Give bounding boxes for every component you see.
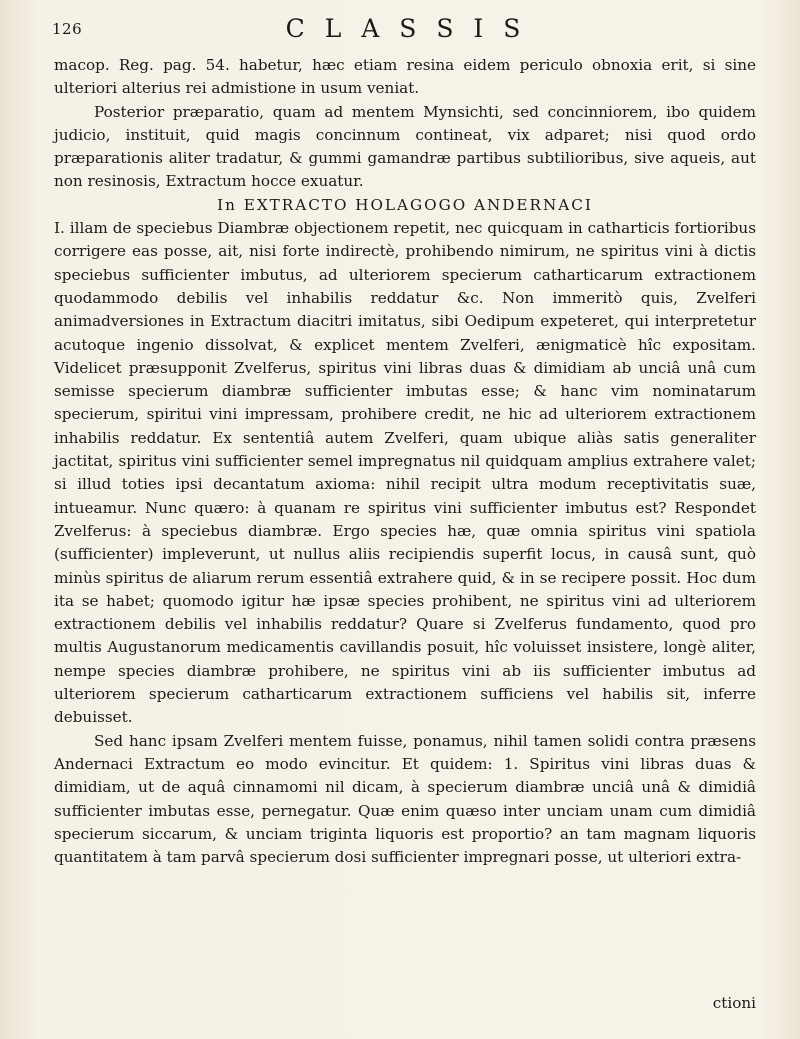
section-heading: In EXTRACTO HOLAGOGO ANDERNACI bbox=[217, 195, 593, 214]
paragraph-2: Posterior præparatio, quam ad mentem Mynsichti, sed concinniorem, ibo quidem judicio, instituit, quid magis concinnum contineat, vix adparet; nisi quod ordo præparationis aliter tradatur, & gummi gamandræ partibus subtilioribus, sive aqueis, aut non resinosis, Extractum hocce exuatur. bbox=[54, 102, 756, 191]
body-text bbox=[54, 54, 756, 869]
page-number: 126 bbox=[52, 20, 83, 38]
paragraph-3: I. illam de speciebus Diambræ objectionem repetit, nec quicquam in catharticis fortioribus corrigere eas posse, ait, nisi forte indirectè, prohibendo nimirum, ne spiritus vini à dictis speciebus sufficienter imbutus, ad ulteriorem specierum catharticarum extractionem quodammodo debilis vel inhabilis reddatur &c. Non immeritò quis, Zvelferi animadversiones in Extractum diacitri imitatus, sibi Oedipum expeteret, qui interpretetur acutoque ingenio dissolvat, & explicet mentem Zvelferi, ænigmaticè hîc expositam. Videlicet præsupponit Zvelferus, spiritus vini libras duas & dimidiam ab unciâ unâ cum semisse specierum diambræ sufficienter imbutas esse; & hanc vim nominatarum specierum, spiritui vini impressam, prohibere credit, ne hic ad ulteriorem extractionem inhabilis reddatur. Ex sententiâ autem Zvelferi, quam ubique aliàs satis generaliter jactitat, spiritus vini sufficienter semel impregnatus nil quidquam amplius extrahere valet; si illud toties ipsi decantatum axioma: nihil recipit ultra modum receptivitatis suæ, intueamur. Nunc quæro: à quanam re spiritus vini sufficienter imbutus est? Respondet Zvelferus: à speciebus diambræ. Ergo species hæ, quæ omnia spiritus vini spatiola (sufficienter) impleverunt, ut nullus aliis recipiendis superfit locus, in causâ sunt, quò minùs spiritus de aliarum rerum essentiâ extrahere quid, & in se recipere possit. Hoc dum ita se habet; quomodo igitur hæ ipsæ species prohibent, ne spiritus vini ad ulteriorem extractionem debilis vel inhabilis reddatur? Quare si Zvelferus fundamento, quod pro multis Augustanorum medicamentis cavillandis posuit, hîc voluisset insistere, longè aliter, nempe species diambræ prohibere, ne spiritus vini ab iis sufficienter imbutus ad ulteriorem specierum catharticarum extractionem sufficiens vel habilis sit, inferre debuisset. bbox=[54, 219, 756, 727]
catchword: ctioni bbox=[712, 994, 756, 1012]
running-head: C L A S S I S bbox=[285, 14, 527, 43]
page-header bbox=[52, 14, 760, 48]
paragraph-4: Sed hanc ipsam Zvelferi mentem fuisse, ponamus, nihil tamen solidi contra præsens Andernaci Extractum eo modo evincitur. Et quidem: 1. Spiritus vini libras duas & dimidiam, ut de aquâ cinnamomi nil dicam, à specierum diambræ unciâ unâ & dimidiâ sufficienter imbutas esse, pernegatur. Quæ enim quæso inter unciam unam cum dimidiâ specierum siccarum, & unciam triginta liquoris est proportio? an tam magnam liquoris quantitatem à tam parvâ specierum dosi sufficienter impregnari posse, ut ulteriori extra- bbox=[54, 731, 756, 867]
paragraph-1: macop. Reg. pag. 54. habetur, hæc etiam resina eidem periculo obnoxia erit, si sine ulteriori alterius rei admistione in usum veniat. bbox=[54, 56, 756, 98]
